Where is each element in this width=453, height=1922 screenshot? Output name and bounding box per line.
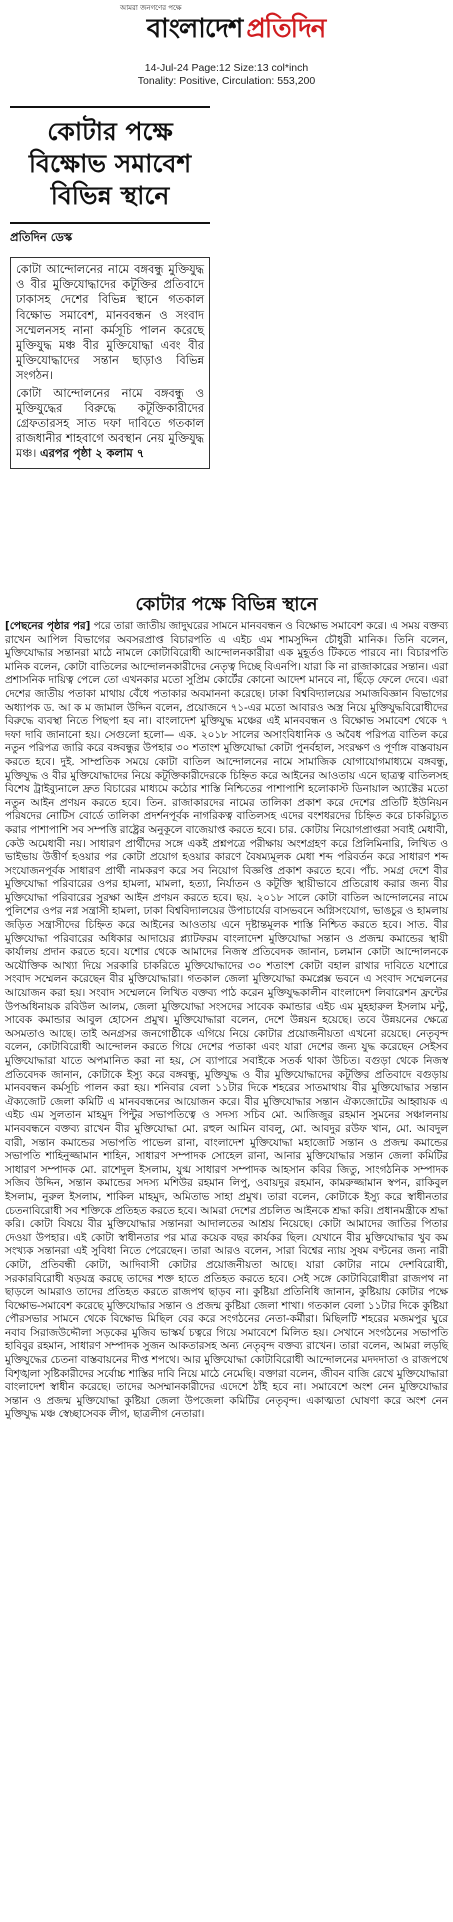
masthead (0, 0, 453, 62)
article-headline (10, 110, 210, 220)
headline-rule (10, 222, 210, 224)
newspaper-logo (116, 8, 356, 48)
article-front-clip (10, 104, 210, 469)
headline-line-2: বিক্ষোভ সমাবেশ (28, 149, 192, 178)
top-rule (10, 106, 210, 108)
department-credit: প্রতিদিন ডেস্ক (10, 230, 73, 244)
continued-body-text: পরে তারা জাতীয় জাদুঘরের সামনে মানববন্ধন ও বিক্ষোভ সমাবেশ করে। এ সময় বক্তব্য রাখেন আপিল বিভাগের অবসরপ্রাপ্ত বিচারপতি এ এইচ এম শামসুদ্দিন চৌধুরী মানিক। তিনি বলেন, মুক্তিযোদ্ধার সন্তানরা মাঠে নামলে কোটাবিরোধী আন্দোলনকারীরা এক মুহূর্তও টিকতে পারবে না। বিচারপতি মানিক বলেন, কোটা বাতিলের আন্দোলনকারীদের নেতৃত্ব দিচ্ছে বিএনপি। যারা কি না রাজাকারের সন্তান। এরা প্রশাসনিক দায়িত্ব পেলে তো এখনকার মতো সুপ্রিম কোর্টের কোনো আদেশ মানবে না, ছিঁড়ে ফেলে দেবে। এরা দেশের জাতীয় পতাকা মাথায় বেঁধে পতাকার অবমাননা করেছে। ঢাকা বিশ্ববিদ্যালয়ের সমাজবিজ্ঞান বিভাগের অধ্যাপক ড. আ ক ম জামাল উদ্দিন বলেন, প্রয়োজনে ৭১-এর মতো আবারও অস্ত্র নিয়ে মুক্তিযুদ্ধবিরোধীদের বিরুদ্ধে ব্যবস্থা নিতে পিছপা হব না। বাংলাদেশ মুক্তিযুদ্ধ মঞ্চের এই মানববন্ধন ও বিক্ষোভ সমাবেশ থেকে ৭ দফা দাবি জানানো হয়। সেগুলো হলো— এক. ২০১৮ সালের অসাংবিধানিক ও অবৈধ পরিপত্র বাতিল করে নতুন পরিপত্র জারি করে বঙ্গবন্ধুর উপহার ৩০ শতাংশ মুক্তিযোদ্ধা কোটা পুনর্বহাল, সংরক্ষণ ও পূর্ণাঙ্গ বাস্তবায়ন করতে হবে। দুই. সাম্প্রতিক সময়ে কোটা বাতিল আন্দোলনের নামে সামাজিক যোগাযোগমাধ্যমে বঙ্গবন্ধু, মুক্তিযুদ্ধ ও বীর মুক্তিযোদ্ধাদের নিয়ে কটূক্তিকারীদেরকে চিহ্নিত করে আইনের আওতায় এনে ছাত্রত্ব বাতিলসহ বিশেষ ট্রাইব্যুনালে দ্রুত বিচারের মাধ্যমে কঠোর শাস্তি নিশ্চিতের পাশাপাশি হলোকাস্ট ডিনায়াল অ্যাক্টের মতো নতুন আইন প্রণয়ন করতে হবে। তিন. রাজাকারদের নামের তালিকা প্রকাশ করে দেশের প্রতিটি ইউনিয়ন পরিষদের নোটিস বোর্ডে তালিকা প্রদর্শনপূর্বক নাগরিকত্ব বাতিলসহ এদের বংশধরদের চিহ্নিত করে চাকরিচ্যুত করার পাশাপাশি সব সম্পত্তি রাষ্ট্রের অনুকূলে বাজেয়াপ্ত করতে হবে। চার. কোটায় নিয়োগপ্রাপ্তরা সবাই মেধাবী, কেউ অমেধাবী নয়। সাধারণ প্রার্থীদের সঙ্গে একই প্রশ্নপত্রে পরীক্ষায় অংশগ্রহণ করে প্রিলিমিনারি, লিখিত ও ভাইভায় উত্তীর্ণ হওয়ার পর কোটা প্রয়োগ হওয়ার কারণে বৈষম্যমূলক মেধা শব্দ পরিবর্তন করে সাধারণ শব্দ সংযোজনপূর্বক সাধারণ প্রার্থী নামকরণ করে সব নিয়োগ বিজ্ঞপ্তি প্রকাশ করতে হবে। পাঁচ. সমগ্র দেশে বীর মুক্তিযোদ্ধা পরিবারের ওপর হামলা, মামলা, হত্যা, নির্যাতন ও কটূক্তি স্থায়ীভাবে প্রতিরোধ করার জন্য বীর মুক্তিযোদ্ধা পরিবারের সুরক্ষা আইন প্রণয়ন করতে হবে। ছয়. ২০১৮ সালে কোটা বাতিল আন্দোলনের নামে পুলিশের ওপর নগ্ন সন্ত্রাসী হামলা, ঢাকা বিশ্ববিদ্যালয়ের উপাচার্যের বাসভবনে অগ্নিসংযোগ, ভাঙচুর ও হামলায় জড়িত সন্ত্রাসীদের চিহ্নিত করে আইনের আওতায় এনে দৃষ্টান্তমূলক শাস্তি নিশ্চিত করতে হবে। সাত. বীর মুক্তিযোদ্ধা পরিবারের অধিকার আদায়ের প্ল্যাটফরম বাংলাদেশ মুক্তিযোদ্ধা সন্তান ও প্রজন্ম কমান্ডের স্থায়ী কার্যালয় প্রদান করতে হবে। যশোর থেকে আমাদের নিজস্ব প্রতিবেদক জানান, চলমান কোটা আন্দোলনকে অযৌক্তিক আখ্যা দিয়ে সরকারি চাকরিতে মুক্তিযোদ্ধাদের ৩০ শতাংশ কোটা বহাল রাখার দাবিতে যশোরে সংবাদ সম্মেলন করেছেন বীর মুক্তিযোদ্ধারা। গতকাল জেলা মুক্তিযোদ্ধা কমপ্লেক্স ভবনে এ সংবাদ সম্মেলনের আয়োজন করা হয়। সংবাদ সম্মেলনে লিখিত বক্তব্য পাঠ করেন মুক্তিযুদ্ধকালীন বাংলাদেশ লিবারেশন ফ্রন্টের উপঅধিনায়ক রবিউল আলম, জেলা মুক্তিযোদ্ধা সংসদের সাবেক কমান্ডার এইচ এম মুহহারুল ইসলাম মন্টু, সাবেক কমান্ডার আবুল হোসেন প্রমুখ। মুক্তিযোদ্ধারা বলেন, দেশে উন্নয়ন হয়েছে। তবে উন্নয়নের ক্ষেত্রে অসমতাও আছে। তাই অনগ্রসর জনগোষ্ঠীকে এগিয়ে নিয়ে কোটার প্রয়োজনীয়তা এখনো রয়েছে। নেতৃবৃন্দ বলেন, কোটাবিরোধী আন্দোলন করতে গিয়ে দেশের পতাকা এবং যারা দেশের জন্য যুদ্ধ করেছেন সেইসব মুক্তিযোদ্ধারা যাতে অপমানিত করা না হয়, সে ব্যাপারে সবাইকে সতর্ক থাকা উচিত। বগুড়া থেকে নিজস্ব প্রতিবেদক জানান, কোটাকে ইস্যু করে বঙ্গবন্ধু, মুক্তিযুদ্ধ ও বীর মুক্তিযোদ্ধাদের কটূক্তির প্রতিবাদে বগুড়ায় মানববন্ধন কর্মসূচি পালন করা হয়। শনিবার বেলা ১১টার দিকে শহরের সাতমাথায় বীর মুক্তিযোদ্ধার সন্তান ঐক্যজোট জেলা কমিটি এ মানববন্ধনের আয়োজন করে। বীর মুক্তিযোদ্ধার সন্তান ঐক্যজোটের আহ্বায়ক এ এইচ এম সুলতান মাহমুদ পিন্টুর সভাপতিত্বে ও সদস্য সচিব মো. আজিজুর রহমান সুমনের সঞ্চালনায় মানববন্ধনে বক্তব্য রাখেন বীর মুক্তিযোদ্ধা মো. রহুল আমিন বাবলু, মো. আবদুর রউফ খান, মো. আবদুল বারী, সন্তান কমান্ডের সভাপতি পাভেল রানা, বাংলাদেশ মুক্তিযোদ্ধা মহাজোট সন্তান ও প্রজন্ম কমান্ডের সভাপতি শাহিনুজ্জামান শাহিন, সাধারণ সম্পাদক সোহেল রানা, আনার মুক্তিযোদ্ধার সন্তান জেলা কমিটির সাধারণ সম্পাদক মো. রাশেদুল ইসলাম, যুগ্ম সাধারণ সম্পাদক আহসান কবির জিতু, সাংগঠনিক সম্পাদক সজিব উদ্দিন, সন্তান কমান্ডের সদস্য মশিউর রহমান লিপু, ওবায়দুর রহমান, কামরুজ্জামান স্বপন, রাকিবুল ইসলাম, নুরুল ইসলাম, শাকিল মাহমুদ, অমিতাভ সাহা প্রমুখ। তারা বলেন, কোটাকে ইস্যু করে স্বাধীনতার চেতনাবিরোধী সব শক্তিকে প্রতিহত করতে হবে। আমরা দেশের প্রচলিত আইনকে শ্রদ্ধা করি। প্রধানমন্ত্রীকে শ্রদ্ধা করি। কোটা বিষয়ে বীর মুক্তিযোদ্ধার সন্তানরা আদালতের আশ্রয় নিয়েছে। কোটা আমাদের জাতির পিতার দেওয়া উপহার। এই কোটা স্বাধীনতার পর মাত্র কয়েক বছর কার্যকর ছিল। যেখানে বীর মুক্তিযোদ্ধার খুব কম সংখ্যক সন্তানরা এই সুবিধা নিতে পেরেছেন। তারা আরও বলেন, সারা বিশ্বের ন্যায় সুষম বণ্টনের জন্য নারী কোটা, প্রতিবন্ধী কোটা, আদিবাসী কোটার প্রয়োজনীয়তা আছে। যারা কোটার নামে দেশবিরোধী, সরকারবিরোধী ষড়যন্ত্র করছে তাদের শক্ত হাতে প্রতিহত করতে হবে। সেই সঙ্গে কোটাবিরোধীরা রাজপথ না ছাড়লে আমরাও তাদের প্রতিহত করতে রাজপথ ছাড়ব না। কুষ্টিয়া প্রতিনিধি জানান, কুষ্টিয়ায় কোটার পক্ষে বিক্ষোভ-সমাবেশ করেছে মুক্তিযোদ্ধার সন্তান ও প্রজন্ম কুষ্টিয়া জেলা শাখা। গতকাল বেলা ১১টার দিকে কুষ্টিয়া পৌরসভার সামনে থেকে বিক্ষোভ মিছিল বের করে সংগঠনের নেতা-কর্মীরা। মিছিলটি শহরের মজমপুর ঘুরে নবাব সিরাজউদ্দৌলা সড়কের মুজিব ভাস্কর্য চত্বরে গিয়ে সমাবেশে মিলিত হয়। সেখানে সংগঠনের সভাপতি হাবিবুর রহমান, সাধারণ সম্পাদক সুজন আকতারসহ অন্য নেতৃবৃন্দ বক্তব্য রাখেন। তারা বলেন, আমরা লড়ছি মুক্তিযুদ্ধের চেতনা বাস্তবায়নের দীপ্ত শপথে। আর মুক্তিযোদ্ধা কোটাবিরোধী আন্দোলনের মদদদাতা ও রাজপথে বিশৃঙ্খলা সৃষ্টিকারীদের সর্বোচ্চ শাস্তির দাবি নিয়ে মাঠে নেমেছি। বক্তারা বলেন, জীবন বাজি রেখে মুক্তিযোদ্ধারা বাংলাদেশ স্বাধীন করেছে। তাদের অসম্মানকারীদের এদেশে ঠাঁই হবে না। সমাবেশে অংশ নেন মুক্তিযোদ্ধার সন্তান ও প্রজন্ম মুক্তিযোদ্ধা কুষ্টিয়া জেলা উপজেলা কমিটির নেতৃবৃন্দ। একাত্মতা ঘোষণা করে অংশ নেন মুক্তিযুদ্ধ মঞ্চ স্বেচ্ছাসেবক লীগ, ছাত্রলীগ নেতারা। (5, 620, 449, 1421)
headline-line-1: কোটার পক্ষে (47, 117, 173, 146)
intro-paragraph-1: কোটা আন্দোলনের নামে বঙ্গবন্ধু মুক্তিযুদ্ধ ও বীর মুক্তিযোদ্ধাদের কটূক্তির প্রতিবাদে ঢাকাসহ দেশের বিভিন্ন স্থানে গতকাল বিক্ষোভ সমাবেশ, মানববন্ধন ও সংবাদ সম্মেলনসহ নানা কর্মসূচি পালন করেছে মুক্তিযুদ্ধ মঞ্চ বীর মুক্তিযোদ্ধা এবং বীর মুক্তিযোদ্ধাদের সন্তান ছাড়াও বিভিন্ন সংগঠন। (16, 262, 204, 383)
clipping-meta (0, 62, 453, 88)
headline-line-3: বিভিন্ন স্থানে (50, 181, 170, 210)
article-continued-clip (3, 588, 450, 1422)
meta-tonality-circulation: Tonality: Positive, Circulation: 553,200 (137, 75, 316, 87)
intro-paragraph-2-text: কোটা আন্দোলনের নামে বঙ্গবন্ধু ও মুক্তিযুদ্ধের বিরুদ্ধে কটূক্তিকারীদের গ্রেফতারসহ সাত দফা দাবিতে গতকাল রাজধানীর শাহবাগে অবস্থান নেয় মুক্তিযুদ্ধ মঞ্চ। (16, 385, 204, 461)
meta-date-page-size: 14-Jul-24 Page:12 Size:13 col*inch (144, 62, 309, 74)
continued-body (3, 620, 450, 1422)
continued-prefix: [পেছনের পৃষ্ঠার পর] (5, 620, 91, 632)
masthead-tagline: আমরা জনগণের পক্ষে (120, 4, 182, 12)
article-intro (10, 257, 210, 469)
logo-text-red: প্রতিদিন (246, 14, 326, 44)
continued-page-ref: এরপর পৃষ্ঠা ২ কলাম ৭ (39, 446, 145, 461)
intro-paragraph-2 (16, 386, 204, 462)
logo-text-black: বাংলাদেশ (146, 14, 243, 44)
continued-headline: কোটার পক্ষে বিভিন্ন স্থানে (135, 594, 318, 615)
